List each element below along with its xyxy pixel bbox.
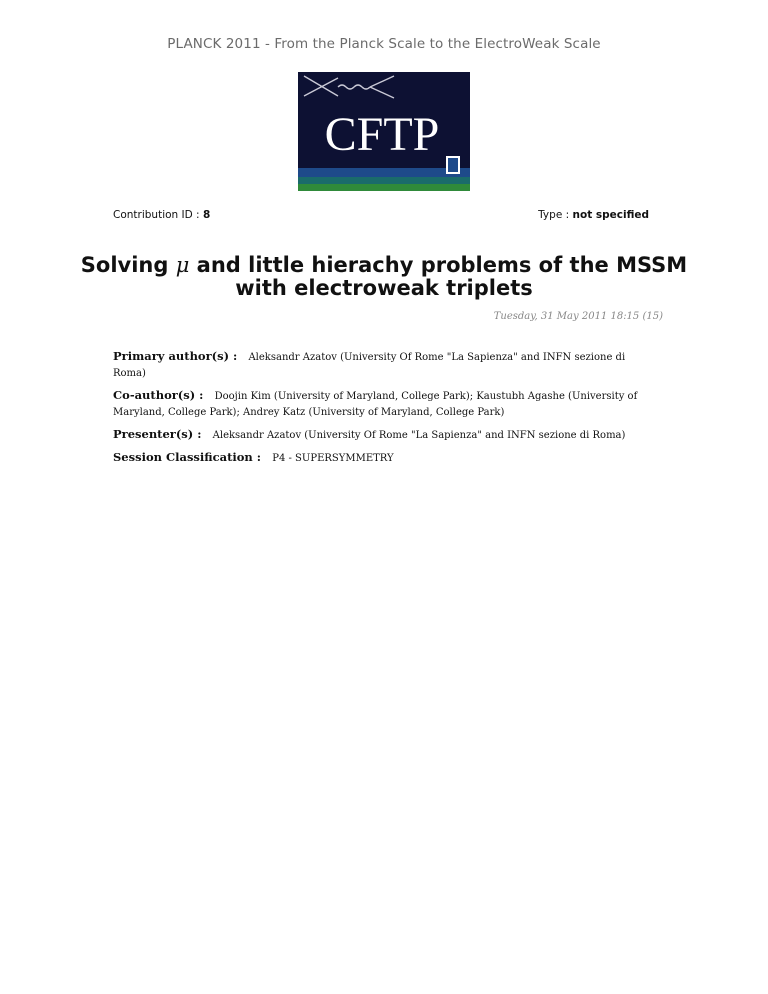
title-mu-symbol: μ bbox=[175, 253, 190, 277]
co-authors bbox=[113, 387, 655, 421]
primary-authors-label: Primary author(s) : bbox=[113, 349, 238, 363]
logo-wordmark: CFTP bbox=[324, 108, 440, 161]
cftp-logo bbox=[298, 72, 470, 191]
co-authors-value: Doojin Kim (University of Maryland, College Park); Kaustubh Agashe (University of Maryland, College Park); Andrey Katz (University of Maryland, College Park) bbox=[113, 391, 638, 418]
schedule-date: Tuesday, 31 May 2011 18:15 (15) bbox=[493, 311, 663, 322]
contribution-id bbox=[113, 209, 210, 221]
contribution-type-label: Type : bbox=[538, 209, 570, 221]
session-classification bbox=[113, 449, 655, 467]
contribution-fields bbox=[113, 348, 655, 472]
contribution-id-value: 8 bbox=[202, 209, 211, 221]
contribution-type-value: not specified bbox=[572, 209, 649, 221]
primary-authors-value: Aleksandr Azatov (University Of Rome "La Sapienza" and INFN sezione di Roma) bbox=[113, 352, 626, 379]
contribution-type bbox=[538, 209, 649, 221]
conference-header: PLANCK 2011 - From the Planck Scale to the ElectroWeak Scale bbox=[167, 36, 601, 52]
co-authors-label: Co-author(s) : bbox=[113, 388, 204, 402]
title-part-1: Solving bbox=[80, 253, 176, 277]
primary-authors bbox=[113, 348, 655, 382]
presenters-value: Aleksandr Azatov (University Of Rome "La Sapienza" and INFN sezione di Roma) bbox=[212, 430, 626, 441]
title-part-2: and little hierachy problems of the MSSM bbox=[189, 253, 688, 277]
session-classification-label: Session Classification : bbox=[113, 450, 262, 464]
session-classification-value: P4 - SUPERSYMMETRY bbox=[272, 453, 394, 464]
contribution-id-label: Contribution ID : bbox=[113, 209, 200, 221]
presenters-label: Presenter(s) : bbox=[113, 427, 202, 441]
title-line-2: with electroweak triplets bbox=[235, 276, 533, 300]
presenters bbox=[113, 426, 655, 444]
contribution-title bbox=[60, 254, 708, 300]
